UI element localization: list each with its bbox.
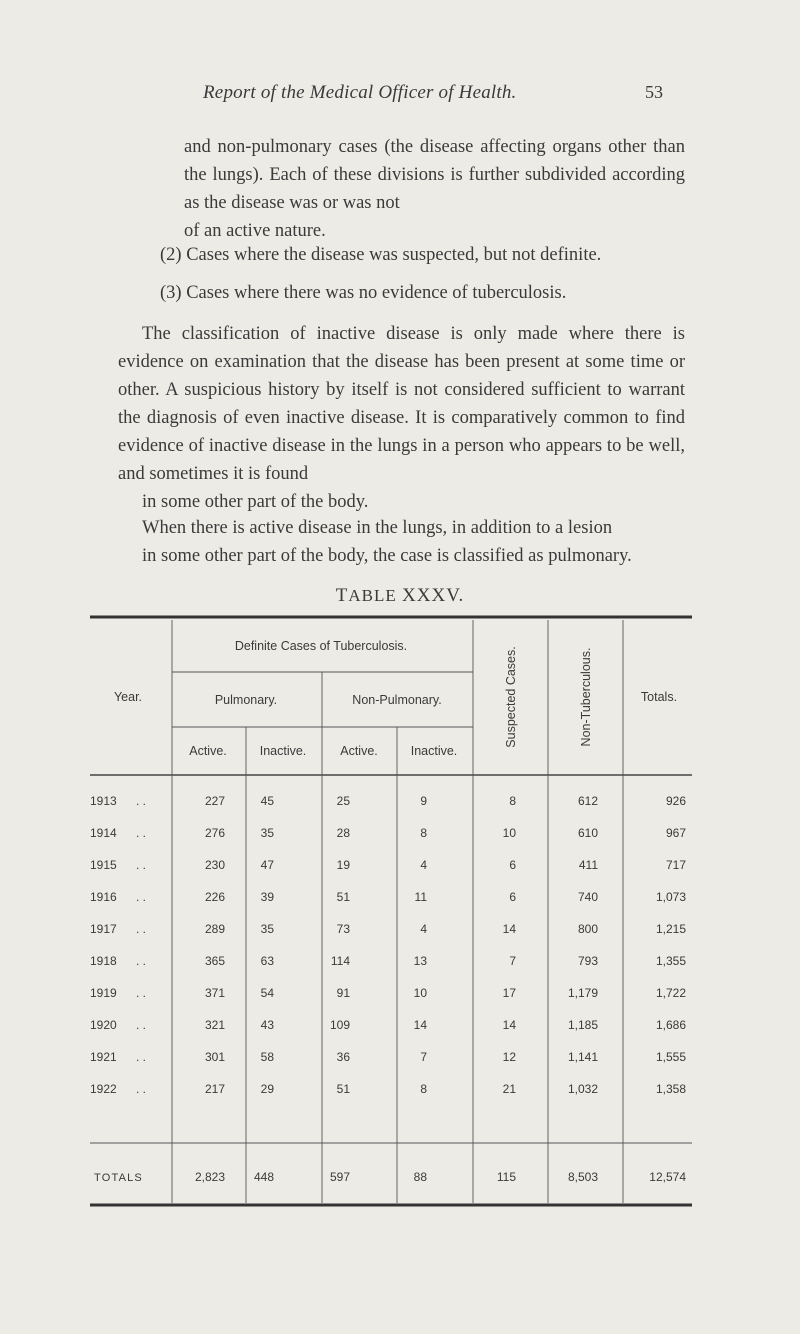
leader-dots: . . <box>136 1018 147 1032</box>
table-cell: 6 <box>509 890 516 904</box>
table-cell: 1,686 <box>655 1018 686 1032</box>
header-suspected-cases: Suspected Cases. <box>504 646 518 748</box>
row-year: 1920 <box>90 1018 117 1032</box>
leader-dots: . . <box>136 1050 147 1064</box>
row-year: 1917 <box>90 922 117 936</box>
leader-dots: . . <box>136 858 147 872</box>
totals-cell: 2,823 <box>194 1170 225 1184</box>
totals-cell: 115 <box>496 1170 516 1184</box>
table-row <box>90 858 686 872</box>
table-cell: 1,179 <box>567 986 598 1000</box>
table-cell: 1,185 <box>567 1018 598 1032</box>
table-cell: 365 <box>204 954 225 968</box>
table-cell: 47 <box>260 858 274 872</box>
table-cell: 29 <box>260 1082 274 1096</box>
row-year: 1918 <box>90 954 117 968</box>
list-item-suspected: (2) Cases where the disease was suspected, but not definite. <box>160 245 602 265</box>
table-body <box>90 794 686 1096</box>
table-row <box>90 1018 686 1032</box>
paragraph-line: comparatively common to find evidence of inactive disease in the <box>118 408 686 456</box>
table-cell: 227 <box>204 794 225 808</box>
table-cell: 7 <box>509 954 516 968</box>
table-cell: 217 <box>204 1082 225 1096</box>
table-row <box>90 986 686 1000</box>
row-year: 1914 <box>90 826 117 840</box>
table-cell: 19 <box>336 858 350 872</box>
table-cell: 1,215 <box>655 922 686 936</box>
table-cell: 926 <box>665 794 686 808</box>
table-cell: 289 <box>204 922 225 936</box>
table-cell: 740 <box>577 890 598 904</box>
header-inactive-non-pulmonary: Inactive. <box>410 744 458 758</box>
totals-cell: 597 <box>329 1170 350 1184</box>
table-title-initial: T <box>335 585 349 606</box>
row-year: 1921 <box>90 1050 117 1064</box>
leader-dots: . . <box>136 986 147 1000</box>
table-cell: 45 <box>260 794 274 808</box>
table-cell: 301 <box>204 1050 225 1064</box>
table-cell: 1,358 <box>655 1082 686 1096</box>
table-cell: 610 <box>577 826 598 840</box>
table-cell: 230 <box>204 858 225 872</box>
row-year: 1922 <box>90 1082 117 1096</box>
row-year: 1919 <box>90 986 117 1000</box>
table-cell: 35 <box>260 826 274 840</box>
header-year: Year. <box>113 690 143 704</box>
table-cell: 1,722 <box>655 986 686 1000</box>
header-non-pulmonary: Non-Pulmonary. <box>352 693 442 707</box>
paragraph-line: When there is active disease in the lungs, in addition to a lesion <box>142 518 613 538</box>
table-cell: 612 <box>577 794 598 808</box>
table-cell: 8 <box>420 1082 427 1096</box>
table-cell: 13 <box>413 954 427 968</box>
table-cell: 36 <box>336 1050 350 1064</box>
table-cell: 14 <box>413 1018 427 1032</box>
table-cell: 35 <box>260 922 274 936</box>
table-title-numeral: XXXV. <box>402 585 465 606</box>
paragraph-line: some time or other. A suspicious history by itself is not considered <box>118 352 685 400</box>
table-cell: 8 <box>509 794 516 808</box>
running-header-title: Report of the Medical Officer of Health. <box>203 82 517 103</box>
paragraph-line: other than the lungs). Each of these divisions is further <box>184 137 685 185</box>
table-cell: 51 <box>336 1082 350 1096</box>
table-row <box>90 922 686 936</box>
header-active-non-pulmonary: Active. <box>340 744 378 758</box>
table-row <box>90 890 686 904</box>
table-cell: 9 <box>420 794 427 808</box>
paragraph-line: and non-pulmonary cases (the disease affecting organs <box>184 137 602 157</box>
table-cell: 1,032 <box>567 1082 598 1096</box>
header-totals: Totals. <box>640 690 678 704</box>
table-cell: 4 <box>420 858 427 872</box>
table-cell: 1,555 <box>655 1050 686 1064</box>
header-non-tuberculous: Non-Tuberculous. <box>579 647 593 747</box>
table-cell: 10 <box>413 986 427 1000</box>
table-cell: 411 <box>578 858 598 872</box>
paragraph-line: in some other part of the body, the case is classified as pulmonary. <box>142 546 632 566</box>
table-cell: 7 <box>420 1050 427 1064</box>
totals-row <box>195 1170 686 1184</box>
table-row <box>90 954 686 968</box>
table-cell: 114 <box>330 954 350 968</box>
table-cell: 14 <box>502 1018 516 1032</box>
table-cell: 28 <box>336 826 350 840</box>
table-cell: 276 <box>204 826 225 840</box>
table-cell: 717 <box>665 858 686 872</box>
table-cell: 25 <box>336 794 350 808</box>
table-cell: 226 <box>204 890 225 904</box>
leader-dots: . . <box>136 922 147 936</box>
table-cell: 17 <box>502 986 516 1000</box>
list-item-no-evidence: (3) Cases where there was no evidence of tuberculosis. <box>160 283 567 303</box>
table-cell: 967 <box>665 826 686 840</box>
row-year: 1915 <box>90 858 117 872</box>
page-number: 53 <box>645 82 663 102</box>
table-cell: 14 <box>502 922 516 936</box>
header-active: Active. <box>189 744 227 758</box>
header-definite-cases: Definite Cases of Tuberculosis. <box>234 639 408 653</box>
table-cell: 21 <box>502 1082 516 1096</box>
table-cell: 11 <box>414 890 427 904</box>
table-cell: 371 <box>204 986 225 1000</box>
table-cell: 54 <box>260 986 274 1000</box>
table-title-word: ABLE <box>348 586 397 605</box>
table-cell: 91 <box>336 986 350 1000</box>
table-cell: 793 <box>577 954 598 968</box>
table-cell: 73 <box>336 922 350 936</box>
paragraph-line: in some other part of the body. <box>142 492 369 512</box>
table-cell: 321 <box>204 1018 225 1032</box>
table-cell: 800 <box>577 922 598 936</box>
table-row <box>90 1050 686 1064</box>
paragraph-line: sufficient to warrant the diagnosis of even inactive disease. It is <box>118 380 685 428</box>
totals-cell: 88 <box>413 1170 427 1184</box>
leader-dots: . . <box>136 890 147 904</box>
table-cell: 63 <box>260 954 274 968</box>
leader-dots: . . <box>136 954 147 968</box>
totals-label: Totals <box>94 1172 143 1184</box>
table-cell: 43 <box>260 1018 274 1032</box>
table-cell: 1,141 <box>567 1050 598 1064</box>
totals-cell: 8,503 <box>567 1170 598 1184</box>
totals-cell: 448 <box>253 1170 274 1184</box>
header-pulmonary: Pulmonary. <box>214 693 278 707</box>
table-row <box>90 1082 686 1096</box>
paragraph-line: subdivided according as the disease was or was not <box>184 165 686 213</box>
table-cell: 51 <box>336 890 350 904</box>
leader-dots: . . <box>136 1082 147 1096</box>
paragraph-line: lungs in a person who appears to be well, and sometimes it is found <box>118 436 685 484</box>
table-cell: 8 <box>420 826 427 840</box>
table-row <box>90 826 686 840</box>
leader-dots: . . <box>136 826 147 840</box>
table-cell: 4 <box>420 922 427 936</box>
header-inactive: Inactive. <box>259 744 307 758</box>
paragraph-line: The classification of inactive disease is only made where there <box>142 324 662 344</box>
table-cell: 1,355 <box>655 954 686 968</box>
table-cell: 58 <box>260 1050 274 1064</box>
row-year: 1916 <box>90 890 117 904</box>
paragraph-line: of an active nature. <box>184 221 326 241</box>
row-year: 1913 <box>90 794 117 808</box>
table-cell: 10 <box>502 826 516 840</box>
table-cell: 6 <box>509 858 516 872</box>
table-row <box>90 794 686 808</box>
table-cell: 39 <box>260 890 274 904</box>
table-cell: 109 <box>329 1018 350 1032</box>
totals-cell: 12,574 <box>649 1170 686 1184</box>
leader-dots: . . <box>136 794 147 808</box>
paragraph-line: is evidence on examination that the disease has been present at <box>118 324 685 372</box>
table-cell: 1,073 <box>655 890 686 904</box>
table-cell: 12 <box>502 1050 516 1064</box>
